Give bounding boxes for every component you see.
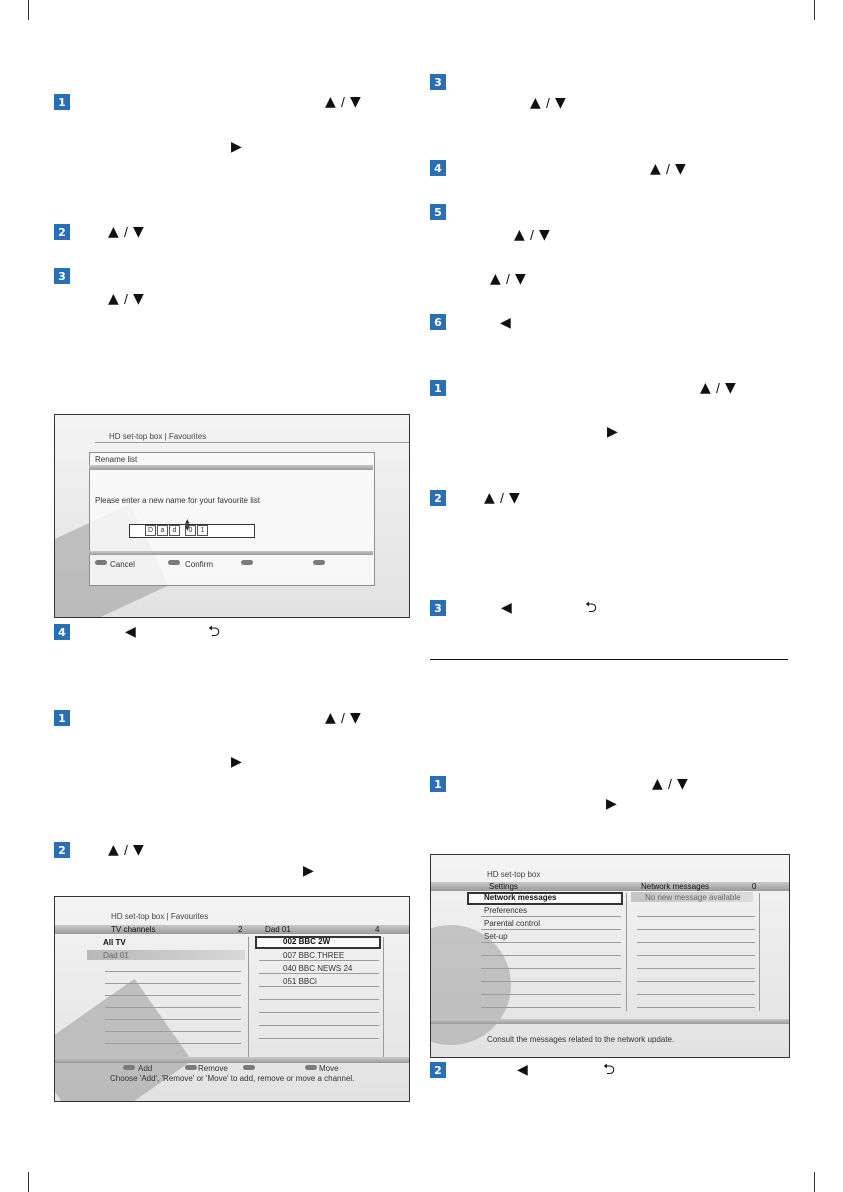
slash-separator: /	[530, 227, 534, 243]
slash-separator: /	[341, 94, 345, 110]
left-header: TV channels	[111, 925, 156, 934]
step-badge-1: 1	[430, 380, 446, 396]
row-line	[105, 1007, 241, 1008]
hint-text: Choose 'Add', 'Remove' or 'Move' to add, remove or move a channel.	[110, 1074, 355, 1083]
row-line	[259, 973, 379, 974]
channel-item[interactable]: 040 BBC NEWS 24	[283, 964, 353, 973]
dialog-title: Rename list	[95, 455, 138, 464]
up-arrow-icon: ▲	[484, 490, 495, 506]
back-icon: ⮌	[585, 598, 598, 616]
row-line	[637, 981, 755, 982]
up-arrow-icon: ▲	[108, 842, 119, 858]
crop-mark	[28, 0, 29, 20]
up-arrow-icon: ▲	[108, 224, 119, 240]
slash-separator: /	[124, 842, 128, 858]
slash-separator: /	[666, 161, 670, 177]
row-line	[259, 986, 379, 987]
column-divider	[248, 937, 249, 1057]
input-char: D	[145, 525, 156, 536]
up-arrow-icon: ▲	[325, 710, 336, 726]
slash-separator: /	[341, 710, 345, 726]
up-arrow-icon: ▲	[108, 291, 119, 307]
row-line	[637, 942, 755, 943]
row-line	[481, 968, 621, 969]
down-arrow-icon: ▼	[539, 227, 550, 243]
row-line	[481, 916, 621, 917]
up-arrow-icon: ▲	[700, 380, 711, 396]
down-arrow-icon: ▼	[725, 380, 736, 396]
back-icon: ⮌	[208, 622, 221, 640]
step-badge-2: 2	[430, 1062, 446, 1078]
row-line	[259, 1038, 379, 1039]
row-line	[637, 929, 755, 930]
move-button[interactable]: Move	[319, 1064, 339, 1073]
scrollbar[interactable]	[383, 937, 384, 1057]
screenshot-rename-list	[54, 414, 410, 618]
red-key-icon	[123, 1065, 135, 1070]
right-header: Dad 01	[265, 925, 291, 934]
footer-band	[431, 1019, 789, 1024]
slash-separator: /	[124, 291, 128, 307]
row-line	[259, 1025, 379, 1026]
input-chars	[145, 525, 208, 536]
slash-separator: /	[546, 95, 550, 111]
left-count: 2	[238, 925, 243, 934]
row-line	[259, 999, 379, 1000]
channel-item[interactable]: 002 BBC 2W	[283, 937, 331, 946]
down-arrow-icon: ▼	[350, 94, 361, 110]
confirm-button[interactable]: Confirm	[185, 560, 214, 569]
row-line	[259, 960, 379, 961]
screen-title: HD set-top box	[487, 870, 541, 879]
row-line	[105, 1019, 241, 1020]
row-line	[481, 955, 621, 956]
screen-title: HD set-top box | Favourites	[109, 432, 207, 441]
left-header: Settings	[489, 882, 518, 891]
row-line	[481, 929, 621, 930]
step-badge-5: 5	[430, 204, 446, 220]
slash-separator: /	[506, 271, 510, 287]
down-arrow-icon: ▼	[133, 224, 144, 240]
step-badge-3: 3	[430, 600, 446, 616]
down-arrow-icon: ▼	[509, 490, 520, 506]
decor-wedge	[54, 979, 192, 1102]
step-badge-3: 3	[54, 268, 70, 284]
row-line	[481, 942, 621, 943]
crop-mark	[814, 1172, 815, 1192]
dialog-title-band	[89, 465, 373, 470]
dialog-prompt: Please enter a new name for your favourite list	[95, 496, 260, 505]
step-badge-4: 4	[54, 624, 70, 640]
up-arrow-icon: ▲	[650, 161, 661, 177]
crop-mark	[28, 1172, 29, 1192]
down-arrow-icon: ▼	[350, 710, 361, 726]
menu-item-set-up[interactable]: Set-up	[484, 932, 508, 941]
menu-item-preferences[interactable]: Preferences	[484, 906, 528, 915]
left-arrow-icon: ◀	[501, 600, 512, 616]
hint-text: Consult the messages related to the network update.	[487, 1035, 675, 1044]
row-line	[105, 1043, 241, 1044]
step-badge-3: 3	[430, 74, 446, 90]
left-arrow-icon: ◀	[125, 624, 136, 640]
screenshot-settings	[430, 854, 790, 1058]
blue-key-icon	[305, 1065, 317, 1070]
slash-separator: /	[124, 224, 128, 240]
step-badge-2: 2	[54, 842, 70, 858]
channel-item[interactable]: 007 BBC THREE	[283, 951, 345, 960]
crop-mark	[814, 0, 815, 20]
green-key-icon	[168, 560, 180, 565]
screen-title: HD set-top box | Favourites	[111, 912, 209, 921]
decor-gear	[430, 925, 511, 1045]
step-badge-6: 6	[430, 314, 446, 330]
row-line	[105, 983, 241, 984]
down-arrow-icon: ▼	[677, 776, 688, 792]
yellow-key-icon	[241, 560, 253, 565]
row-line	[481, 994, 621, 995]
step-badge-4: 4	[430, 160, 446, 176]
right-arrow-icon: ▶	[231, 139, 242, 155]
divider	[95, 442, 409, 443]
row-line	[637, 916, 755, 917]
right-arrow-icon: ▶	[606, 796, 617, 812]
menu-item-parental-control[interactable]: Parental control	[484, 919, 541, 928]
up-arrow-icon: ▲	[490, 271, 501, 287]
caret-updown-icon: ▲ ▼	[185, 518, 190, 532]
row-line	[105, 995, 241, 996]
row-line	[259, 1012, 379, 1013]
row-line	[637, 955, 755, 956]
step-badge-1: 1	[430, 776, 446, 792]
step-badge-2: 2	[54, 224, 70, 240]
header-band	[55, 925, 409, 934]
up-arrow-icon: ▲	[325, 94, 336, 110]
scrollbar[interactable]	[759, 893, 760, 1011]
row-line	[105, 971, 241, 972]
up-arrow-icon: ▲	[530, 95, 541, 111]
left-arrow-icon: ◀	[517, 1062, 528, 1078]
input-char: 0	[185, 525, 196, 536]
section-divider	[430, 659, 788, 660]
channel-item[interactable]: 051 BBCi	[283, 977, 317, 986]
left-arrow-icon: ◀	[500, 315, 511, 331]
cancel-button[interactable]: Cancel	[110, 560, 135, 569]
row-line	[105, 1031, 241, 1032]
row-line	[637, 968, 755, 969]
right-count: 0	[752, 882, 757, 891]
blue-key-icon	[313, 560, 325, 565]
remove-button[interactable]: Remove	[198, 1064, 228, 1073]
step-badge-1: 1	[54, 94, 70, 110]
network-message-text: No new message available	[645, 893, 741, 902]
right-arrow-icon: ▶	[607, 424, 618, 440]
dialog-footer-band	[89, 551, 373, 555]
right-count: 4	[375, 925, 380, 934]
column-divider	[626, 893, 627, 1011]
step-badge-1: 1	[54, 710, 70, 726]
input-char: 1	[197, 525, 208, 536]
input-char: a	[157, 525, 168, 536]
add-button[interactable]: Add	[138, 1064, 153, 1073]
right-arrow-icon: ▶	[231, 754, 242, 770]
slash-separator: /	[500, 490, 504, 506]
row-line	[481, 1007, 621, 1008]
yellow-key-icon	[243, 1065, 255, 1070]
right-arrow-icon: ▶	[303, 863, 314, 879]
down-arrow-icon: ▼	[515, 271, 526, 287]
row-line	[481, 981, 621, 982]
down-arrow-icon: ▼	[675, 161, 686, 177]
input-char: d	[169, 525, 180, 536]
down-arrow-icon: ▼	[133, 842, 144, 858]
step-badge-2: 2	[430, 490, 446, 506]
slash-separator: /	[668, 776, 672, 792]
down-arrow-icon: ▼	[133, 291, 144, 307]
menu-item-network-messages[interactable]: Network messages	[484, 893, 557, 902]
up-arrow-icon: ▲	[514, 227, 525, 243]
footer-band	[55, 1057, 409, 1063]
list-item[interactable]: Dad 01	[103, 951, 129, 960]
green-key-icon	[185, 1065, 197, 1070]
right-header: Network messages	[641, 882, 710, 891]
row-line	[637, 994, 755, 995]
back-icon: ⮌	[603, 1060, 616, 1078]
up-arrow-icon: ▲	[652, 776, 663, 792]
list-item[interactable]: All TV	[103, 938, 126, 947]
down-arrow-icon: ▼	[555, 95, 566, 111]
header-band	[431, 882, 789, 891]
red-key-icon	[95, 560, 107, 565]
row-line	[637, 1007, 755, 1008]
slash-separator: /	[716, 380, 720, 396]
screenshot-favourites	[54, 896, 410, 1102]
